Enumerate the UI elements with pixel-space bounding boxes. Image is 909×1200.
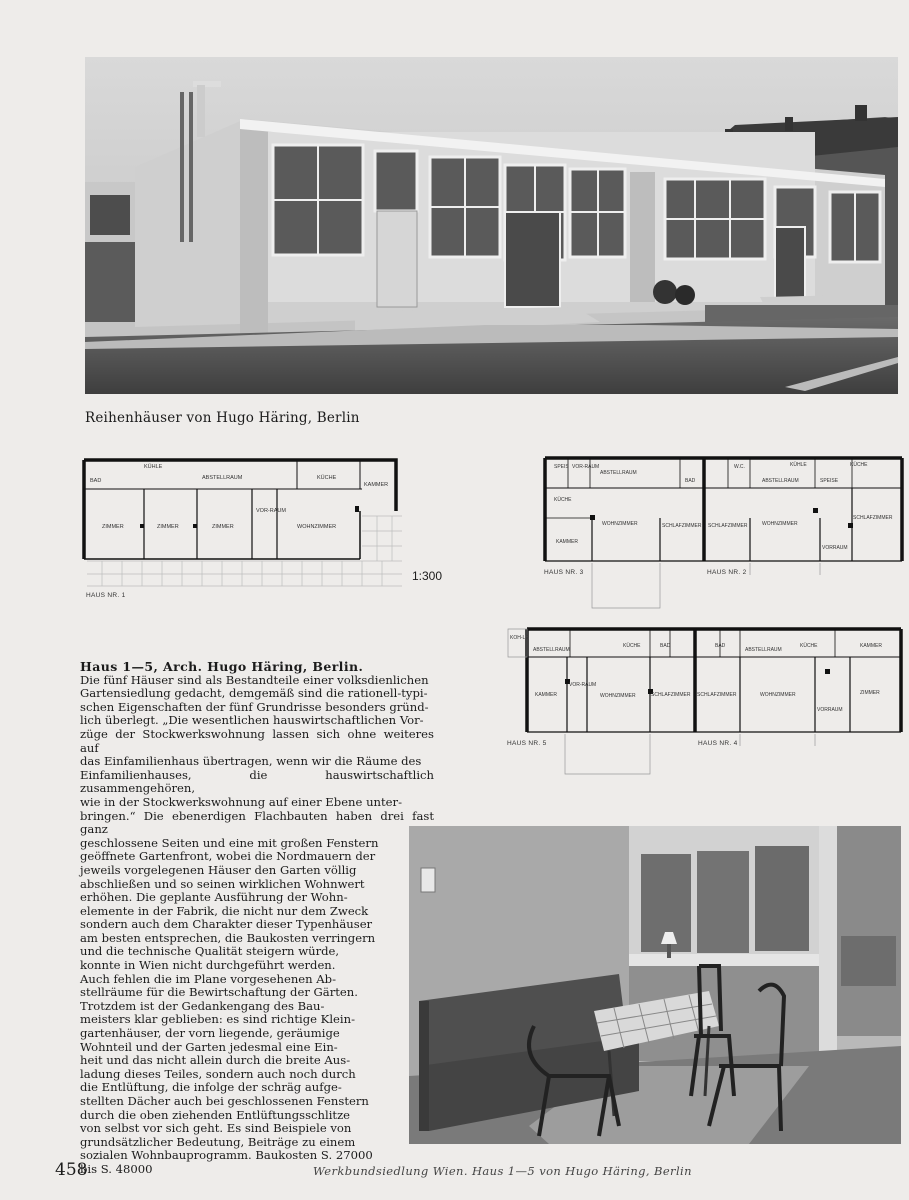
article-line: das Einfamilienhaus übertragen, wenn wir die Räume des [80,754,422,769]
article-line: Trotzdem ist der Gedankengang des Bau- [80,998,325,1013]
plan23-room-label: SCHLAFZIMMER [853,515,893,521]
plan23-room-label: W.C. [734,464,745,470]
plan45-room-label: KAMMER [535,692,557,698]
floor-plan-haus-2-3 [540,453,905,613]
plan1-room-label: VOR-RAUM [256,508,286,514]
article-line: geöffnete Gartenfront, wobei die Nordmauern der [80,849,376,864]
plan23-room-label: SPEIS [554,464,569,470]
article-line: geschlossene Seiten und eine mit großen Fenstern [80,835,379,850]
article-line: Auch fehlen die im Plane vorgesehenen Ab- [80,971,337,986]
article-line: wie in der Stockwerkswohnung auf einer Ebene unter- [80,794,402,809]
plan23-room-label: KÜHLE [790,462,807,468]
article-line: Wohnteil und der Garten jedesmal eine Ein- [80,1039,338,1054]
plan45-room-label: SCHLAFZIMMER [697,692,737,698]
article-body [80,660,434,1177]
floor-plan-haus-4-5 [505,624,905,782]
article-line: meisters klar geblieben: es sind richtige Klein- [80,1012,356,1027]
plan45-room-label: VOR-RAUM [569,682,597,688]
interior-photo-drawing [409,826,901,1144]
floor-plan-haus-1-drawing [82,456,407,601]
plan1-room-label: KÜCHE [317,475,337,481]
plan45-room-label: WOHNZIMMER [600,693,636,699]
interior-photo [409,826,901,1144]
plan1-room-label: ABSTELLRAUM [202,475,243,481]
article-line: Die fünf Häuser sind als Bestandteile einer volksdienlichen [80,672,429,687]
plan45-room-label: SCHLAFZIMMER [651,692,691,698]
plan45-room-label: KÜCHE [800,643,818,649]
plan23-room-label: KAMMER [556,539,578,545]
floor-plan-haus-2-3-drawing [540,453,905,613]
footer-caption: Werkbundsiedlung Wien. Haus 1—5 von Hugo Häring, Berlin [313,1164,692,1178]
plan1-room-label: ZIMMER [212,524,234,530]
plan45-room-label: KAMMER [860,643,882,649]
plan1-room-label: BAD [90,478,102,484]
plan23-room-label: SCHLAFZIMMER [708,523,748,529]
plan45-room-label: ZIMMER [860,690,880,696]
page-number: 458 [55,1160,88,1180]
plan1-room-label: ZIMMER [157,524,179,530]
article-line: heit und das nicht allein durch die breite Aus- [80,1053,351,1068]
plan23-room-label: KÜCHE [554,497,572,503]
plan-label-haus-4: HAUS NR. 4 [698,740,738,747]
article-line: stellten Dächer auch bei geschlossenen Fenstern [80,1094,369,1108]
article-line: sondern auch dem Charakter dieser Typenhäuser [80,917,373,932]
plan-scale: 1:300 [412,569,443,583]
plan23-room-label: WOHNZIMMER [762,521,798,527]
article-line: und die technische Qualität steigern würde, [80,944,340,959]
plan23-room-label: WOHNZIMMER [602,521,638,527]
plan1-room-label: ZIMMER [102,524,124,530]
plan23-room-label: BAD [685,478,696,484]
plan23-room-label: ABSTELLRAUM [762,478,799,484]
plan-label-haus-1: HAUS NR. 1 [86,592,126,599]
article-line: von selbst vor sich geht. Es sind Beispiele von [80,1121,352,1136]
exterior-photo-caption: Reihenhäuser von Hugo Häring, Berlin [85,410,360,426]
article-line: erhöhen. Die geplante Ausführung der Wohn- [80,890,348,905]
article-heading: Haus 1—5, Arch. Hugo Häring, Berlin. [80,659,364,674]
plan23-room-label: ABSTELLRAUM [600,470,637,476]
exterior-photo-drawing [85,57,898,394]
plan45-room-label: KÜCHE [623,643,641,649]
floor-plan-haus-1 [82,456,407,601]
article-line: am besten entsprechen, die Baukosten verringern [80,930,376,945]
plan45-room-label: BAD [660,643,671,649]
article-line: sozialen Wohnbauprogramm. Baukosten S. 27000 [80,1148,373,1163]
article-line: jeweils vorgelegenen Häuser den Garten völlig [80,862,357,877]
article-line: konnte in Wien nicht durchgeführt werden. [80,958,336,973]
article-line: ladung dieses Teiles, sondern auch noch durch [80,1066,356,1081]
article-line: bis S. 48000 [80,1161,153,1176]
floor-plan-haus-4-5-drawing [505,624,905,782]
article-line: abschließen und so seinen wirklichen Wohnwert [80,876,365,891]
plan1-room-label: WOHNZIMMER [297,524,337,530]
plan1-room-label: KÜHLE [144,464,163,470]
plan23-room-label: VOR-RAUM [572,464,600,470]
article-line: Einfamilienhauses, die hauswirtschaftlich zusammengehören, [80,767,434,796]
plan45-room-label: ABSTELLRAUM [533,647,570,653]
article-line: stellräume für die Bewirtschaftung der Gärten. [80,985,358,1000]
article-line: Gartensiedlung gedacht, demgemäß sind die rationell-typi- [80,686,428,701]
article-line: durch die oben ziehenden Entlüftungsschlitze [80,1107,351,1122]
article-line: grundsätzlicher Bedeutung, Beiträge zu einem [80,1134,356,1149]
plan23-room-label: SPEISE [820,478,839,484]
article-line: die Entlüftung, die infolge der schräg aufge- [80,1080,342,1095]
article-line: gartenhäuser, der vorn liegende, geräumige [80,1026,340,1041]
plan-label-haus-5: HAUS NR. 5 [507,740,547,747]
plan23-room-label: SCHLAFZIMMER [662,523,702,529]
exterior-photo [85,57,898,394]
plan23-room-label: VORRAUM [822,545,848,551]
plan45-room-label: KOH-LE [510,635,529,641]
article-line: schen Eigenschaften der fünf Grundrisse besonders gründ- [80,699,429,714]
plan45-room-label: VORRAUM [817,707,843,713]
plan-label-haus-2: HAUS NR. 2 [707,569,747,576]
plan-label-haus-3: HAUS NR. 3 [544,569,584,576]
article-line: bringen.“ Die ebenerdigen Flachbauten haben drei fast ganz [80,808,434,837]
article-line: elemente in der Fabrik, die nicht nur dem Zweck [80,903,369,918]
plan23-room-label: KÜCHE [850,462,868,468]
article-line: lich überlegt. „Die wesentlichen hauswirtschaftlichen Vor- [80,713,424,728]
plan45-room-label: BAD [715,643,726,649]
plan1-room-label: KAMMER [364,482,389,488]
article-line: züge der Stockwerkswohnung lassen sich ohne weiteres auf [80,726,434,755]
plan45-room-label: WOHNZIMMER [760,692,796,698]
plan45-room-label: ABSTELLRAUM [745,647,782,653]
